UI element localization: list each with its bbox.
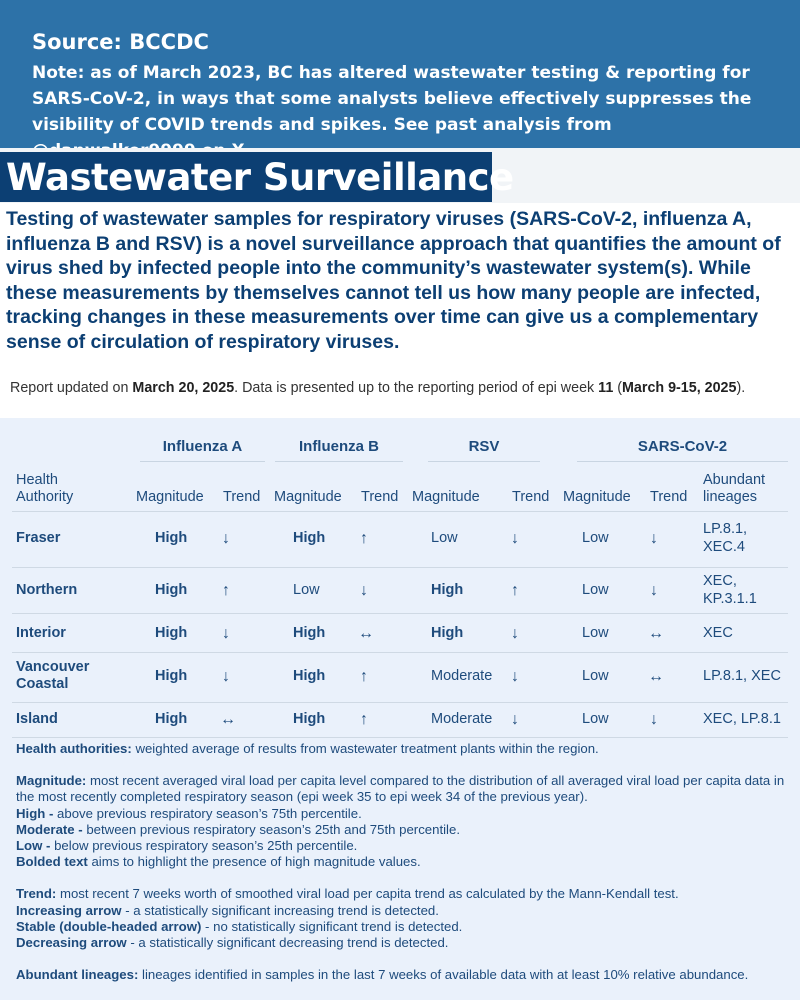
page-title: Wastewater Surveillance — [6, 156, 514, 199]
note-high — [16, 806, 786, 822]
note-label: Decreasing arrow — [16, 935, 127, 951]
up-arrow-icon: ↑ — [360, 530, 368, 547]
lineages-line-1: LP.8.1, XEC — [703, 668, 781, 684]
col-header-trend: Trend — [512, 489, 550, 505]
note-label: Abundant lineages: — [16, 967, 139, 983]
influenza-b-magnitude: High — [293, 711, 326, 727]
group-header-rsv: RSV — [428, 433, 540, 462]
influenza-a-magnitude: High — [155, 711, 188, 727]
row-authority-vancouver-coastal: Vancouver — [16, 659, 90, 675]
col-header-trend: Trend — [650, 489, 688, 505]
col-header-trend: Trend — [361, 489, 399, 505]
down-arrow-icon: ↓ — [650, 582, 658, 599]
report-close: ). — [736, 380, 746, 396]
row-divider — [12, 652, 788, 653]
note-decreasing — [16, 935, 786, 951]
col-header-authority-1: Health — [16, 472, 58, 488]
rsv-magnitude: Moderate — [431, 668, 493, 684]
rsv-magnitude: High — [431, 582, 464, 598]
row-authority-vancouver-coastal-2: Coastal — [16, 676, 69, 692]
report-period: March 9-15, 2025 — [622, 380, 737, 396]
sars-cov-2-magnitude: Low — [582, 530, 609, 546]
up-arrow-icon: ↑ — [222, 582, 230, 599]
influenza-b-magnitude: High — [293, 625, 326, 641]
col-header-lineages-2: lineages — [703, 489, 758, 505]
source-banner — [0, 0, 800, 148]
note-text: below previous respiratory season’s 25th percentile. — [50, 838, 358, 854]
note-text: most recent 7 weeks worth of smoothed viral load per capita trend as calculated by the Mann-Kendall test. — [56, 886, 679, 902]
report-open: ( — [613, 380, 623, 396]
up-arrow-icon: ↑ — [360, 711, 368, 728]
note-text: aims to highlight the presence of high magnitude values. — [87, 854, 421, 870]
note-bolded-text — [16, 854, 786, 870]
note-label: High - — [16, 805, 54, 821]
note-label: Low - — [16, 838, 51, 854]
note-trend — [16, 886, 786, 902]
row-authority-fraser: Fraser — [16, 530, 61, 546]
row-authority-island: Island — [16, 711, 58, 727]
sars-cov-2-magnitude: Low — [582, 711, 609, 727]
note-stable — [16, 919, 786, 935]
note-label: Stable (double-headed arrow) — [16, 918, 202, 934]
double-arrow-icon: ↔ — [648, 668, 664, 685]
group-header-influenza-b: Influenza B — [275, 433, 403, 462]
influenza-b-magnitude: High — [293, 668, 326, 684]
note-abundant-lineages — [16, 967, 786, 983]
lineages-line-2: KP.3.1.1 — [703, 591, 757, 607]
lineages-line-1: LP.8.1, — [703, 521, 748, 537]
row-divider — [12, 567, 788, 568]
note-text: - a statistically significant decreasing trend is detected. — [126, 935, 449, 951]
note-text: above previous respiratory season’s 75th percentile. — [53, 805, 362, 821]
col-header-authority-2: Authority — [16, 489, 74, 505]
down-arrow-icon: ↓ — [222, 530, 230, 547]
note-text: - a statistically significant increasing trend is detected. — [121, 902, 439, 918]
lineages-line-2: XEC.4 — [703, 539, 745, 555]
note-label: Bolded text — [16, 854, 88, 870]
table-notes — [16, 741, 786, 983]
row-divider — [12, 613, 788, 614]
report-updated-line — [10, 380, 795, 396]
sars-cov-2-magnitude: Low — [582, 668, 609, 684]
header-divider — [12, 511, 788, 512]
influenza-a-magnitude: High — [155, 625, 188, 641]
note-label: Increasing arrow — [16, 902, 122, 918]
influenza-a-magnitude: High — [155, 530, 188, 546]
note-text: - no statistically significant trend is detected. — [201, 918, 463, 934]
col-header-magnitude: Magnitude — [136, 489, 204, 505]
rsv-magnitude: Low — [431, 530, 458, 546]
note-magnitude — [16, 773, 786, 805]
influenza-b-magnitude: High — [293, 530, 326, 546]
report-date: March 20, 2025 — [132, 380, 235, 396]
row-authority-interior: Interior — [16, 625, 66, 641]
influenza-a-magnitude: High — [155, 668, 188, 684]
influenza-a-magnitude: High — [155, 582, 188, 598]
down-arrow-icon: ↓ — [222, 668, 230, 685]
down-arrow-icon: ↓ — [650, 711, 658, 728]
page-title-box — [0, 152, 514, 202]
sars-cov-2-magnitude: Low — [582, 625, 609, 641]
double-arrow-icon: ↔ — [358, 625, 374, 642]
double-arrow-icon: ↔ — [220, 711, 236, 728]
down-arrow-icon: ↓ — [650, 530, 658, 547]
note-text: weighted average of results from wastewater treatment plants within the region. — [131, 741, 599, 756]
row-divider — [12, 737, 788, 738]
col-header-lineages-1: Abundant — [703, 472, 766, 488]
note-label: Trend: — [16, 886, 57, 902]
note-text: lineages identified in samples in the last 7 weeks of available data with at least 10% relative abundance. — [138, 967, 749, 983]
report-prefix: Report updated on — [10, 380, 133, 396]
note-label: Moderate - — [16, 821, 83, 837]
down-arrow-icon: ↓ — [222, 625, 230, 642]
col-header-magnitude: Magnitude — [274, 489, 342, 505]
sars-cov-2-magnitude: Low — [582, 582, 609, 598]
down-arrow-icon: ↓ — [511, 625, 519, 642]
lineages-line-1: XEC — [703, 625, 733, 641]
note-moderate — [16, 822, 786, 838]
row-divider — [12, 702, 788, 703]
note-low — [16, 838, 786, 854]
down-arrow-icon: ↓ — [511, 530, 519, 547]
down-arrow-icon: ↓ — [511, 711, 519, 728]
influenza-b-magnitude: Low — [293, 582, 320, 598]
rsv-magnitude: Moderate — [431, 711, 493, 727]
group-header-influenza-a: Influenza A — [140, 433, 265, 462]
col-header-magnitude: Magnitude — [563, 489, 631, 505]
up-arrow-icon: ↑ — [511, 582, 519, 599]
report-middle: . Data is presented up to the reporting period of epi week — [234, 380, 599, 396]
rsv-magnitude: High — [431, 625, 464, 641]
row-authority-northern: Northern — [16, 582, 78, 598]
intro-paragraph: Testing of wastewater samples for respiratory viruses (SARS-CoV-2, influenza A, influenza B and RSV) is a novel surveillance approach that quantifies the amount of virus shed by infected people into the community’s wastewater system(s). While these measurements by themselves cannot tell us how many people are infected, tracking changes in these measurements over time can give us a complementary sense of circulation of respiratory viruses. — [6, 208, 781, 353]
report-week: 11 — [598, 380, 614, 396]
col-header-trend: Trend — [223, 489, 261, 505]
double-arrow-icon: ↔ — [648, 625, 664, 642]
note-health-authorities — [16, 741, 786, 757]
note-label: Health authorities: — [16, 741, 132, 756]
source-note: Note: as of March 2023, BC has altered wastewater testing & reporting for SARS-CoV-2, in ways that some analysts believe effectively suppresses the visibility of COVID trends and spikes. See past analysis from — [32, 63, 752, 135]
down-arrow-icon: ↓ — [360, 582, 368, 599]
note-text: between previous respiratory season’s 25th and 75th percentile. — [82, 821, 460, 837]
note-label: Magnitude: — [16, 773, 87, 789]
lineages-line-1: XEC, LP.8.1 — [703, 711, 781, 727]
col-header-magnitude: Magnitude — [412, 489, 480, 505]
lineages-line-1: XEC, — [703, 573, 737, 589]
group-header-sars-cov-2: SARS-CoV-2 — [577, 433, 788, 462]
up-arrow-icon: ↑ — [360, 668, 368, 685]
note-text: most recent averaged viral load per capita level compared to the distribution of all averaged viral load per capita data in the most recently completed respiratory season (epi week 35 to epi week 34 of the previous year). — [16, 773, 785, 805]
source-label: Source: BCCDC — [32, 30, 209, 54]
note-increasing — [16, 903, 786, 919]
down-arrow-icon: ↓ — [511, 668, 519, 685]
